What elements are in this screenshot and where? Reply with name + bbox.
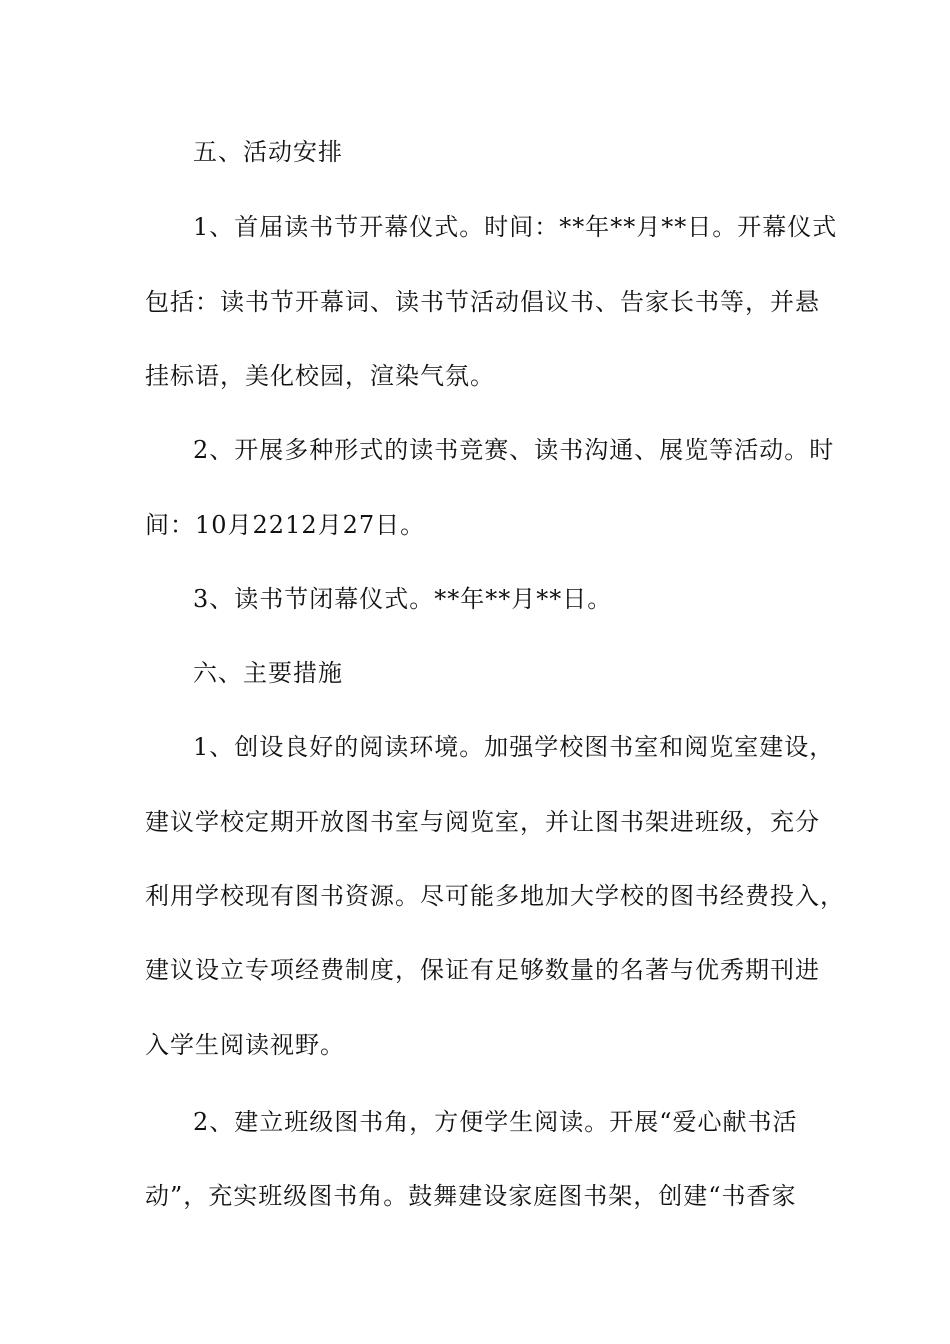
paragraph-line: 入学生阅读视野。: [145, 1031, 345, 1059]
paragraph-line: 利用学校现有图书资源。尽可能多地加大学校的图书经费投入，: [145, 882, 845, 910]
paragraph-line: 建议学校定期开放图书室与阅览室，并让图书架进班级，充分: [145, 808, 820, 836]
paragraph-line: 2、建立班级图书角，方便学生阅读。开展“爱心献书活: [193, 1108, 798, 1136]
paragraph-line: 1、首届读书节开幕仪式。时间：**年**月**日。开幕仪式: [193, 213, 838, 241]
paragraph-line: 包括：读书节开幕词、读书节活动倡议书、告家长书等，并悬: [145, 288, 820, 316]
paragraph-line: 动”，充实班级图书角。鼓舞建设家庭图书架，创建“书香家: [145, 1182, 797, 1210]
section-heading-activity-arrangement: 五、活动安排: [193, 138, 343, 166]
paragraph-line: 挂标语，美化校园，渲染气氛。: [145, 362, 495, 390]
paragraph-line: 3、读书节闭幕仪式。**年**月**日。: [193, 585, 613, 613]
paragraph-line: 1、创设良好的阅读环境。加强学校图书室和阅览室建设，: [193, 733, 835, 761]
paragraph-line: 2、开展多种形式的读书竞赛、读书沟通、展览等活动。时: [193, 436, 835, 464]
paragraph-line: 间：10月2212月27日。: [145, 511, 426, 539]
section-heading-main-measures: 六、主要措施: [193, 659, 343, 687]
paragraph-line: 建议设立专项经费制度，保证有足够数量的名著与优秀期刊进: [145, 956, 820, 984]
